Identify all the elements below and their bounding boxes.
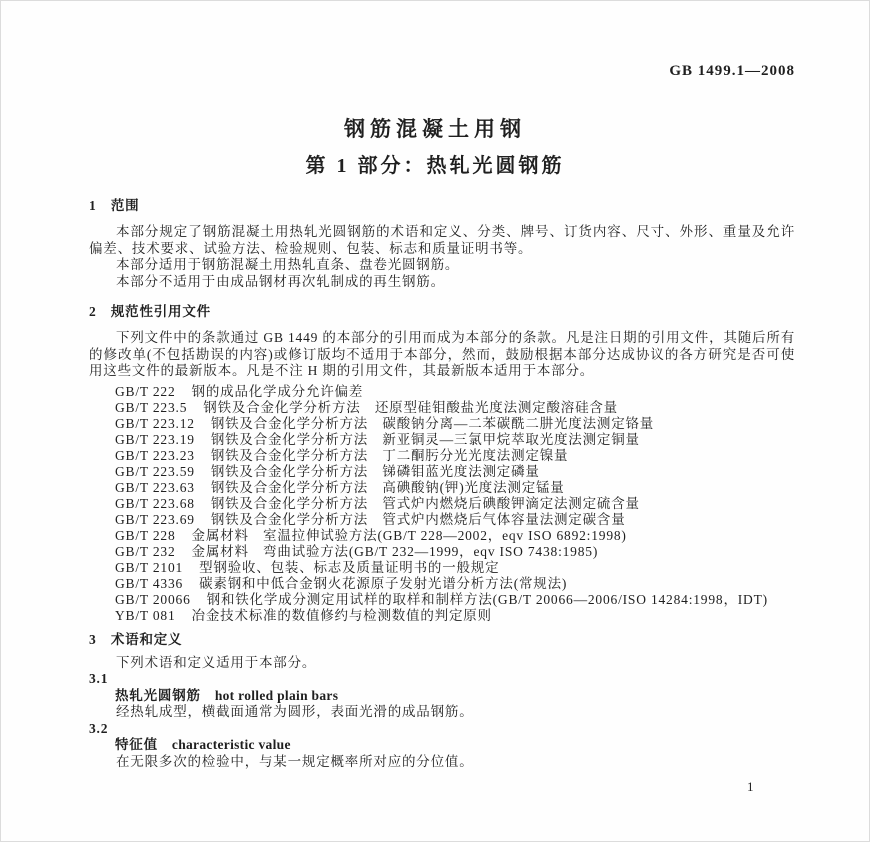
term-number: 3.1 bbox=[89, 671, 109, 686]
reference-list bbox=[89, 384, 795, 624]
reference-code: GB/T 223.63 bbox=[115, 479, 195, 495]
reference-title: 钢铁及合金化学分析方法 丁二酮肟分光光度法测定镍量 bbox=[210, 447, 569, 463]
reference-title: 钢铁及合金化学分析方法 高碘酸钠(钾)光度法测定锰量 bbox=[210, 479, 565, 495]
reference-title: 钢铁及合金化学分析方法 锑磷钼蓝光度法测定磷量 bbox=[210, 463, 540, 479]
term-definition: 在无限多次的检验中，与某一规定概率所对应的分位值。 bbox=[116, 753, 474, 769]
section-1-paragraph: 本部分不适用于由成品钢材再次轧制成的再生钢筋。 bbox=[116, 273, 445, 289]
term-name-en: hot rolled plain bars bbox=[214, 687, 339, 703]
reference-item bbox=[89, 512, 795, 528]
standard-number: GB 1499.1—2008 bbox=[669, 63, 795, 79]
section-2-intro: 下列文件中的条款通过 GB 1449 的本部分的引用而成为本部分的条款。凡是注日期的引用文件，其随后所有的修改单(不包括勘误的内容)或修订版均不适用于本部分，然而，鼓励根据本部分达成协议的各方研究是否可使用这些文件的最新版本。凡是不注 H 期的引用文件，其最新版本适用于本部分。 bbox=[89, 330, 795, 378]
document-body bbox=[89, 197, 795, 770]
section-3-heading: 3 术语和定义 bbox=[89, 631, 183, 647]
reference-title: 钢铁及合金化学分析方法 管式炉内燃烧后气体容量法测定碳含量 bbox=[210, 511, 626, 527]
reference-code: GB/T 232 bbox=[115, 543, 176, 559]
reference-item bbox=[89, 592, 795, 608]
section-3-intro: 下列术语和定义适用于本部分。 bbox=[116, 654, 317, 670]
reference-title: 钢铁及合金化学分析方法 还原型硅钼酸盐光度法测定酸溶硅含量 bbox=[203, 399, 618, 415]
reference-code: GB/T 223.69 bbox=[115, 511, 195, 527]
term-name-zh: 热轧光圆钢筋 bbox=[115, 687, 201, 703]
reference-code: GB/T 223.59 bbox=[115, 463, 195, 479]
reference-title: 钢的成品化学成分允许偏差 bbox=[191, 383, 364, 399]
reference-title: 型钢验收、包装、标志及质量证明书的一般规定 bbox=[199, 559, 500, 575]
term-heading bbox=[89, 688, 795, 705]
reference-title: 冶金技术标准的数值修约与检测数值的判定原则 bbox=[191, 607, 492, 623]
reference-title: 钢铁及合金化学分析方法 碳酸钠分离—二苯碳酰二肼光度法测定铬量 bbox=[210, 415, 655, 431]
reference-title: 钢和铁化学成分测定用试样的取样和制样方法(GB/T 20066—2006/ISO 14284:1998，IDT) bbox=[206, 591, 768, 607]
reference-title: 碳素钢和中低合金钢火花源原子发射光谱分析方法(常规法) bbox=[199, 575, 568, 591]
reference-item bbox=[89, 384, 795, 400]
reference-code: GB/T 2101 bbox=[115, 559, 184, 575]
section-1-paragraph: 本部分规定了钢筋混凝土用热轧光圆钢筋的术语和定义、分类、牌号、订货内容、尺寸、外形、重量及允许偏差、技术要求、试验方法、检验规则、包装、标志和质量证明书等。 bbox=[89, 224, 795, 256]
reference-code: GB/T 223.23 bbox=[115, 447, 195, 463]
term-block bbox=[89, 721, 795, 771]
section-1-heading: 1 范围 bbox=[89, 198, 140, 213]
document-title bbox=[1, 113, 869, 178]
reference-item bbox=[89, 464, 795, 480]
reference-item bbox=[89, 496, 795, 512]
reference-code: GB/T 228 bbox=[115, 527, 176, 543]
page-number: 1 bbox=[747, 779, 754, 794]
reference-item bbox=[89, 528, 795, 544]
term-definition: 经热轧成型，横截面通常为圆形，表面光滑的成品钢筋。 bbox=[116, 704, 474, 719]
reference-code: GB/T 223.5 bbox=[115, 399, 188, 415]
term-name-en: characteristic value bbox=[171, 737, 291, 752]
reference-code: GB/T 20066 bbox=[115, 591, 191, 607]
term-number: 3.2 bbox=[89, 720, 109, 736]
document-title-line2: 第 1 部分：热轧光圆钢筋 bbox=[305, 155, 565, 177]
reference-code: GB/T 4336 bbox=[115, 575, 184, 591]
reference-item bbox=[89, 448, 795, 464]
section-2-heading: 2 规范性引用文件 bbox=[89, 304, 211, 319]
reference-item bbox=[89, 432, 795, 448]
reference-title: 钢铁及合金化学分析方法 新亚铜灵—三氯甲烷萃取光度法测定铜量 bbox=[210, 431, 640, 447]
reference-code: GB/T 223.12 bbox=[115, 415, 195, 431]
reference-title: 金属材料 弯曲试验方法(GB/T 232—1999，eqv ISO 7438:1985) bbox=[191, 543, 599, 559]
reference-item bbox=[89, 544, 795, 560]
term-block bbox=[89, 671, 795, 721]
reference-title: 金属材料 室温拉伸试验方法(GB/T 228—2002，eqv ISO 6892:1998) bbox=[191, 527, 627, 543]
reference-code: GB/T 223.68 bbox=[115, 495, 195, 511]
reference-code: YB/T 081 bbox=[115, 607, 176, 623]
reference-item bbox=[89, 480, 795, 496]
reference-item bbox=[89, 560, 795, 576]
section-1-paragraph: 本部分适用于钢筋混凝土用热轧直条、盘卷光圆钢筋。 bbox=[116, 257, 460, 272]
reference-code: GB/T 222 bbox=[115, 383, 176, 399]
term-name-zh: 特征值 bbox=[115, 737, 158, 752]
reference-item bbox=[89, 576, 795, 592]
reference-title: 钢铁及合金化学分析方法 管式炉内燃烧后碘酸钾滴定法测定硫含量 bbox=[210, 495, 640, 511]
reference-item bbox=[89, 608, 795, 624]
reference-code: GB/T 223.19 bbox=[115, 431, 195, 447]
reference-item bbox=[89, 416, 795, 432]
reference-item bbox=[89, 400, 795, 416]
document-title-line1: 钢筋混凝土用钢 bbox=[344, 117, 526, 141]
term-heading bbox=[89, 737, 795, 754]
